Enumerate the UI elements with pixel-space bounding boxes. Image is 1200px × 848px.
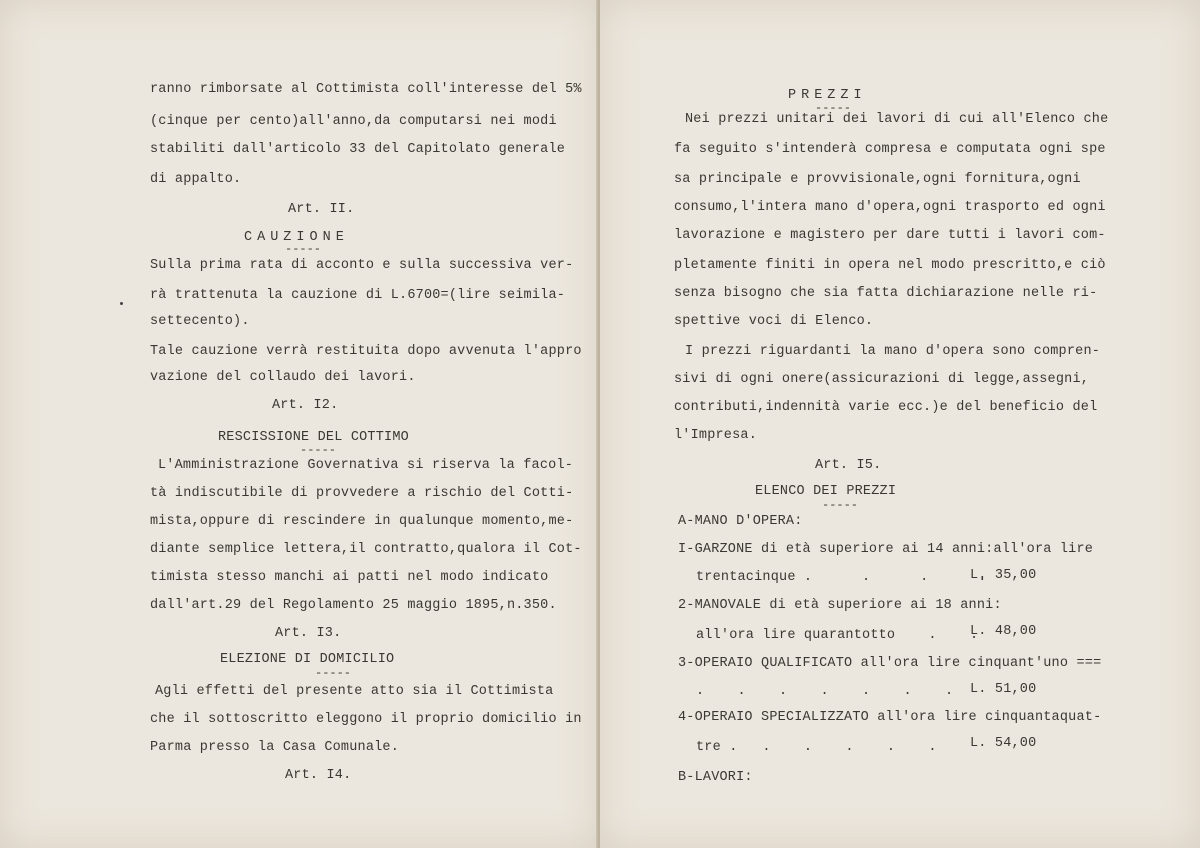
price-item-line: trentacinque . . . . (696, 570, 987, 585)
text-line: dall'art.29 del Regolamento 25 maggio 1895,n.350. (150, 598, 557, 613)
price-item-line: tre . . . . . . (696, 740, 937, 755)
text-line: di appalto. (150, 172, 242, 187)
text-line: Sulla prima rata di acconto e sulla successiva ver- (150, 258, 574, 273)
title-underline: ----- (300, 443, 337, 457)
price-item-line: 3-OPERAIO QUALIFICATO all'ora lire cinquant'uno === (678, 656, 1102, 671)
price-value: L. 54,00 (970, 736, 1037, 751)
left-page (0, 0, 598, 848)
text-line: timista stesso manchi ai patti nel modo indicato (150, 570, 549, 585)
price-value: L. 51,00 (970, 682, 1037, 697)
text-line: I prezzi riguardanti la mano d'opera sono compren- (685, 344, 1101, 359)
text-line: stabiliti dall'articolo 33 del Capitolato generale (150, 142, 566, 157)
text-line: sa principale e provvisionale,ogni fornitura,ogni (674, 172, 1081, 187)
text-line: vazione del collaudo dei lavori. (150, 370, 416, 385)
text-line: tà indiscutibile di provvedere a rischio del Cotti- (150, 486, 574, 501)
price-item-line: . . . . . . . (696, 684, 954, 699)
text-line: spettive voci di Elenco. (674, 314, 874, 329)
text-line: Agli effetti del presente atto sia il Cottimista (155, 684, 554, 699)
section-title: RESCISSIONE DEL COTTIMO (218, 430, 409, 445)
section-title: ELENCO DEI PREZZI (755, 484, 897, 499)
text-line: pletamente finiti in opera nel modo prescritto,e ciò (674, 258, 1106, 273)
price-value: L. 35,00 (970, 568, 1037, 583)
title-underline: ----- (822, 498, 859, 512)
text-line: fa seguito s'intenderà compresa e computata ogni spe (674, 142, 1106, 157)
price-item-line: 2-MANOVALE di età superiore ai 18 anni: (678, 598, 1002, 613)
text-line: contributi,indennità varie ecc.)e del beneficio del (674, 400, 1098, 415)
text-line: lavorazione e magistero per dare tutti i lavori com- (674, 228, 1106, 243)
section-label: B-LAVORI: (678, 770, 753, 785)
text-line: rà trattenuta la cauzione di L.6700=(lire seimila- (150, 288, 566, 303)
right-page (600, 0, 1200, 848)
price-item-line: all'ora lire quarantotto . . (696, 628, 979, 643)
text-line: consumo,l'intera mano d'opera,ogni trasporto ed ogni (674, 200, 1106, 215)
text-line: Parma presso la Casa Comunale. (150, 740, 400, 755)
article-heading: Art. I5. (815, 458, 882, 473)
title-underline: ----- (815, 101, 852, 115)
article-heading: Art. I4. (285, 768, 352, 783)
text-line: sivi di ogni onere(assicurazioni di legge,assegni, (674, 372, 1090, 387)
price-item-line: I-GARZONE di età superiore ai 14 anni:all'ora lire (678, 542, 1094, 557)
price-item-line: 4-OPERAIO SPECIALIZZATO all'ora lire cinquantaquat- (678, 710, 1102, 725)
text-line: settecento). (150, 314, 250, 329)
title-underline: ----- (315, 666, 352, 680)
article-heading: Art. I3. (275, 626, 342, 641)
text-line: mista,oppure di rescindere in qualunque momento,me- (150, 514, 574, 529)
price-value: L. 48,00 (970, 624, 1037, 639)
section-title: ELEZIONE DI DOMICILIO (220, 652, 395, 667)
text-line: L'Amministrazione Governativa si riserva la facol- (158, 458, 574, 473)
title-underline: ----- (285, 242, 322, 256)
text-line: Tale cauzione verrà restituita dopo avvenuta l'appro (150, 344, 582, 359)
paper-speck (120, 302, 123, 305)
text-line: (cinque per cento)all'anno,da computarsi nei modi (150, 114, 557, 129)
article-heading: Art. I2. (272, 398, 339, 413)
text-line: l'Impresa. (674, 428, 758, 443)
text-line: diante semplice lettera,il contratto,qualora il Cot- (150, 542, 582, 557)
text-line: ranno rimborsate al Cottimista coll'interesse del 5% (150, 82, 582, 97)
text-line: che il sottoscritto eleggono il proprio domicilio in (150, 712, 582, 727)
section-label: A-MANO D'OPERA: (678, 514, 803, 529)
section-title: CAUZIONE (244, 230, 349, 245)
text-line: senza bisogno che sia fatta dichiarazione nelle ri- (674, 286, 1098, 301)
article-heading: Art. II. (288, 202, 355, 217)
text-line: Nei prezzi unitari dei lavori di cui all'Elenco che (685, 112, 1109, 127)
section-title: PREZZI (788, 88, 867, 103)
